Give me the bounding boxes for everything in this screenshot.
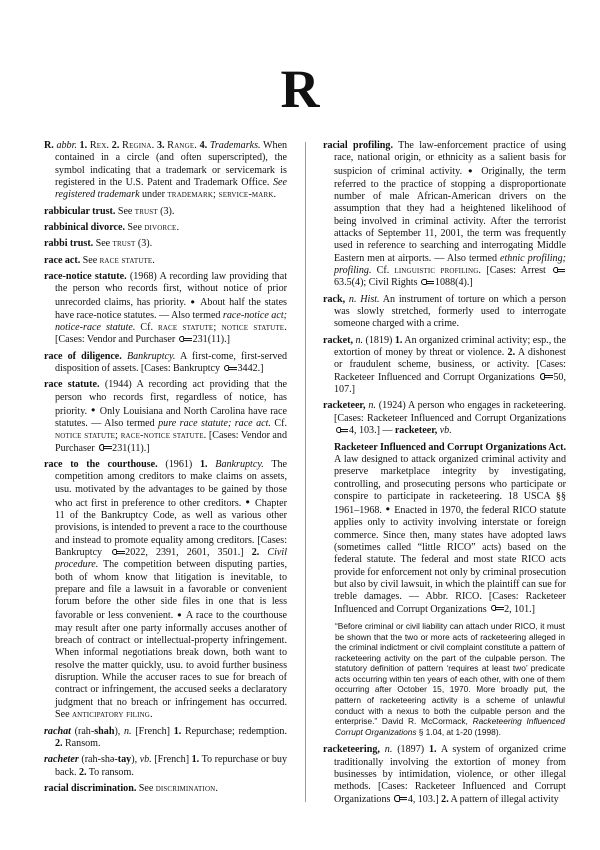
west-key-number-icon (553, 267, 566, 274)
entry-definition: n. (1819) 1. An organized criminal activity; esp., the extortion of money by threat or violence. 2. A dishonest or fraudulent scheme, business, or activity. [Cases: Racketeer Influenced and Corrupt Organizations 50, 107.] (334, 334, 566, 396)
entry-headword: race statute. (44, 379, 100, 391)
entry-headword: racket, (323, 334, 353, 346)
column-gutter (297, 140, 313, 840)
entry-definition: n. (1897) 1. A system of organized crime traditionally involving the extortion of money from businesses by intimidation, violence, or other illegal methods. [Cases: Racketeer Influenced and Corrupt Organizations 4, 103.] 2. A pattern of illegal activity (334, 744, 566, 805)
two-column-body (44, 140, 566, 840)
entry-headword: race to the courthouse. (44, 459, 158, 471)
dictionary-entry-rack (323, 294, 566, 331)
dictionary-entry-racketeer (323, 400, 566, 437)
dictionary-entry-race-act (44, 255, 287, 267)
dictionary-entry-race-statute (44, 379, 287, 455)
dictionary-entry-racketeering (323, 744, 566, 806)
west-key-number-icon (394, 795, 407, 802)
entry-definition: Bankruptcy. A first-come, first-served disposition of assets. [Cases: Bankruptcy 3442.] (55, 350, 288, 375)
entry-definition: (rah-shah), n. [French] 1. Repurchase; redemption. 2. Ransom. (55, 725, 287, 749)
dictionary-entry-r-abbr (44, 140, 287, 202)
west-key-number-icon (224, 365, 237, 372)
entry-headword: rachat (44, 725, 71, 737)
block-quotation-rico-act: “Before criminal or civil liability can attach under RICO, it must be shown that the two or more acts of racketeering alleged in the criminal indictment or civil complaint constitute a pattern of racketeering activity on the part of the culpable person. The statutory definition of pattern ‘requires at least two’ predicate acts occurring within ten years of each other, with one of them occurring after October 15, 1970. More broadly put, the pattern of racketeering activity is a scheme of unlawful conduct with a nexus to both the culpable person and the enterprise.” David R. McCormack, Racketeering Influenced Corrupt Organizations § 1.04, at 1-20 (1998). (335, 620, 565, 737)
entry-headword: racial profiling. (323, 140, 393, 151)
entry-headword: racketeer, (323, 400, 366, 412)
west-key-number-icon (336, 427, 349, 434)
dictionary-entry-race-to-the-courthouse (44, 459, 287, 721)
right-column (313, 140, 566, 840)
entry-definition: See trust (3). (95, 238, 153, 250)
entry-headword: race-notice statute. (44, 271, 127, 283)
entry-definition: (1944) A recording act providing that the person who records first, regardless of notice, has priority. ● Only Louisiana and North Carolina have race statutes. — Also termed pure race statute; race act. Cf. notice statute; race-notice statute. [Cases: Vendor and Purchaser 231(11).] (55, 379, 288, 454)
dictionary-entry-racket (323, 335, 566, 397)
entry-headword: R. (44, 140, 54, 151)
west-key-number-icon (99, 444, 112, 451)
dictionary-entry-rico-act (323, 442, 566, 616)
entry-headword: racketeering, (323, 744, 380, 756)
dictionary-entry-racheter (44, 754, 287, 779)
entry-headword: rabbi trust. (44, 238, 94, 250)
west-key-number-icon (421, 279, 434, 286)
entry-definition: n. Hist. An instrument of torture on which a person was slowly stretched, formerly used to interrogate someone charged with a crime. (334, 293, 566, 330)
entry-definition: The law-enforcement practice of using race, national origin, or ethnicity as a salient basis for suspicion of criminal activity. ● Originally, the term referred to the practice of stopping a disproportionate number of male African-American drivers on the assumption that they had a heightened likelihood of being involved in criminal activity. After the terrorist attacks of September 11, 2001, the term was frequently used in reference to searching and interrogating Middle Eastern men at airports. — Also termed ethnic profiling; profiling. Cf. linguistic profiling. [Cases: Arrest 63.5(4); Civil Rights 1088(4).] (334, 140, 566, 289)
page-letter-heading: R (280, 59, 320, 119)
entry-definition: See divorce. (127, 222, 180, 234)
west-key-number-icon (540, 373, 553, 380)
entry-headword: race of diligence. (44, 350, 122, 362)
dictionary-entry-race-of-diligence (44, 351, 287, 376)
entry-definition: See discrimination. (138, 782, 219, 794)
entry-definition: (1961) 1. Bankruptcy. The competition among creditors to make claims on assets, usu. motivated by the advantages to be gained by those who act first in preference to other creditors. ● Chapter 11 of the Bankruptcy Code, as well as various other provisions, is intended to prevent a race to the courthouse and instead to promote equality among creditors. [Cases: Bankruptcy 2022, 2391, 2601, 3501.] 2. Civil procedure. The competition between disputing parties, both of whom know that litigation is inevitable, to prepare and file a lawsuit in a favorable or convenient forum before the other side files in one that is less favorable or less convenient. ● A race to the courthouse may result after one party informally accuses another of breach of contract or intellectual-property infringement. When informal negotiations break down, both want to resolve the matter quickly, usu. to avoid further business disruption. While the accuser races to sue for breach of contract or infringement, the accused seeks a declaratory judgment that no breach or infringement has occurred. See anticipatory filing. (55, 459, 288, 721)
entry-definition: (rah-shə-tay), vb. [French] 1. To repurchase or buy back. 2. To ransom. (55, 754, 288, 778)
west-key-number-icon (491, 605, 504, 612)
entry-definition: See race statute. (82, 254, 156, 266)
column-divider-rule (305, 142, 306, 802)
entry-headword: rack, (323, 293, 346, 305)
entry-definition: n. (1924) A person who engages in racketeering. [Cases: Racketeer Influenced and Corrupt Organizations 4, 103.] — racketeer, vb. (334, 400, 566, 437)
left-column (44, 140, 297, 840)
dictionary-entry-racial-discrimination (44, 783, 287, 795)
dictionary-entry-rabbicular-trust (44, 206, 287, 218)
entry-definition: (1968) A recording law providing that the person who records first, without notice of prior unrecorded claims, has priority. ● About half the states have race-notice statutes. — Also termed race-notice act; notice-race statute. Cf. race statute; notice statute. [Cases: Vendor and Purchaser 231(11).] (55, 271, 287, 346)
entry-definition: See trust (3). (117, 205, 175, 217)
entry-definition: abbr. 1. Rex. 2. Regina. 3. Range. 4. Trademarks. When contained in a circle (and often superscripted), the symbol indicating that a trademark or servicemark is registered in the U.S. Patent and Trademark Office. See registered trademark under trademark; service-mark. (55, 140, 288, 201)
dictionary-entry-racial-profiling (323, 140, 566, 290)
entry-definition: A law designed to attack organized criminal activity and preserve marketplace integrity by investigating, controlling, and prosecuting persons who participate or conspire to participate in racketeering. 18 USCA §§ 1961–1968. ● Enacted in 1970, the federal RICO statute applies only to activity involving interstate or foreign commerce. Since then, many states have adopted laws (sometimes called “little RICO” acts) based on the federal statute. The federal and most state RICO acts provide for enforcement not only by criminal prosecution but also by civil lawsuit, in which the plaintiff can sue for treble damages. — Abbr. RICO. [Cases: Racketeer Influenced and Corrupt Organizations 2, 101.] (334, 453, 566, 615)
dictionary-entry-rabbi-trust (44, 238, 287, 250)
entry-headword: racial discrimination. (44, 782, 137, 794)
entry-headword: rabbicular trust. (44, 205, 116, 217)
west-key-number-icon (112, 549, 125, 556)
dictionary-entry-rabbinical-divorce (44, 222, 287, 234)
entry-headword: racheter (44, 754, 79, 766)
entry-headword: Racketeer Influenced and Corrupt Organizations Act. (334, 441, 566, 453)
dictionary-entry-race-notice-statute (44, 271, 287, 347)
dictionary-entry-rachat (44, 726, 287, 751)
entry-headword: race act. (44, 254, 81, 266)
west-key-number-icon (179, 336, 192, 343)
entry-headword: rabbinical divorce. (44, 222, 125, 234)
